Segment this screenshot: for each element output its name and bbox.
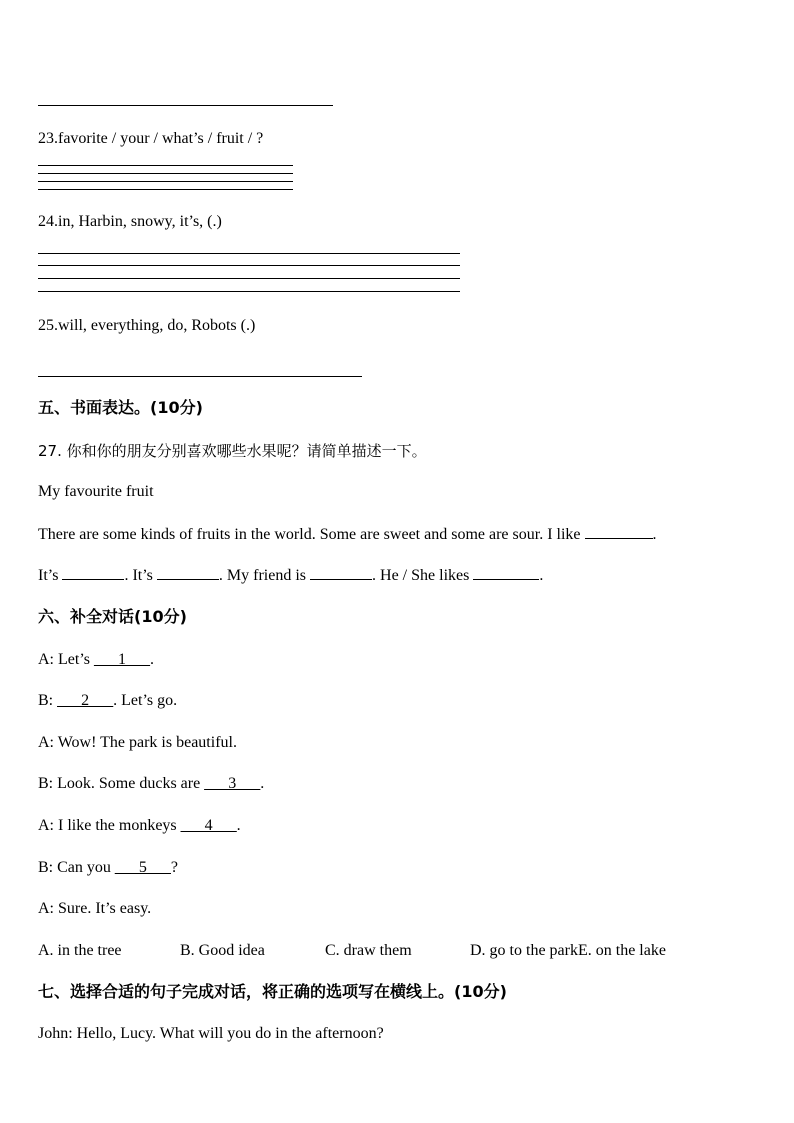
dialog-text: .: [236, 817, 241, 834]
section-5-title: 五、书面表达。(10分): [38, 398, 203, 417]
essay-text: .: [539, 567, 544, 584]
essay-line-1: [38, 524, 657, 545]
answer-line: [38, 165, 293, 166]
option-c: C. draw them: [325, 942, 412, 959]
section-7-title: 七、选择合适的句子完成对话，将正确的选项写在横线上。(10分): [38, 982, 507, 1001]
answer-line: [38, 278, 460, 279]
fill-blank[interactable]: [585, 524, 653, 539]
option-e: E. on the lake: [577, 942, 666, 959]
question-23: 23.favorite / your / what’s / fruit / ?: [38, 130, 264, 147]
dialog-line: [38, 816, 241, 836]
essay-text: . It’s: [124, 567, 153, 584]
essay-text: . My friend is: [218, 567, 307, 584]
dialog-blank[interactable]: ___2___: [57, 692, 114, 709]
dialog-text: B: Can you: [38, 859, 115, 876]
dialog-blank[interactable]: ___1___: [94, 651, 150, 668]
dialog-blank[interactable]: ___4___: [180, 817, 237, 834]
dialog-line: John: Hello, Lucy. What will you do in the afternoon?: [38, 1025, 384, 1042]
dialog-line: [38, 899, 151, 919]
dialog-text: A: Sure. It’s easy.: [38, 900, 152, 917]
essay-prompt: 27. 你和你的朋友分别喜欢哪些水果呢？请简单描述一下。: [38, 442, 427, 460]
dialog-line: [38, 774, 264, 794]
answer-line: [38, 376, 362, 377]
answer-line: [38, 291, 460, 292]
options-row: [38, 941, 666, 961]
option-b: B. Good idea: [180, 942, 265, 959]
dialog-blank[interactable]: ___5___: [114, 859, 171, 876]
section-6-title: 六、补全对话(10分): [38, 607, 187, 626]
option-a: A. in the tree: [38, 942, 122, 959]
answer-line: [38, 265, 460, 266]
dialog-text: B: Look. Some ducks are: [38, 775, 205, 792]
answer-line: [38, 253, 460, 254]
essay-title: My favourite fruit: [38, 483, 154, 500]
dialog-text: A: Let’s: [38, 651, 94, 668]
fill-blank[interactable]: [473, 565, 539, 580]
fill-blank[interactable]: [310, 565, 372, 580]
dialog-text: A: Wow! The park is beautiful.: [38, 734, 237, 751]
answer-line: [38, 189, 293, 190]
option-d: D. go to the park: [470, 942, 578, 959]
question-25: 25.will, everything, do, Robots (.): [38, 317, 256, 334]
fill-blank[interactable]: [157, 565, 219, 580]
dialog-blank[interactable]: ___3___: [204, 775, 261, 792]
dialog-line: [38, 691, 177, 711]
question-24: 24.in, Harbin, snowy, it’s, (.): [38, 213, 222, 230]
dialog-text: .: [150, 651, 154, 668]
essay-text: . He / She likes: [372, 567, 470, 584]
dialog-text: B:: [38, 692, 58, 709]
dialog-line: [38, 733, 237, 753]
dialog-line: [38, 650, 154, 670]
dialog-text: ?: [170, 859, 178, 876]
essay-text: It’s: [38, 567, 59, 584]
dialog-text: . Let’s go.: [113, 692, 178, 709]
dialog-line: [38, 858, 178, 878]
essay-line-2: [38, 565, 543, 586]
fill-blank[interactable]: [62, 565, 124, 580]
dialog-text: A: I like the monkeys: [38, 817, 181, 834]
essay-text: .: [652, 526, 657, 543]
answer-line: [38, 105, 333, 106]
answer-line: [38, 181, 293, 182]
answer-line: [38, 173, 293, 174]
essay-text: There are some kinds of fruits in the world. Some are sweet and some are sour. I like: [38, 526, 581, 543]
dialog-text: .: [260, 775, 265, 792]
